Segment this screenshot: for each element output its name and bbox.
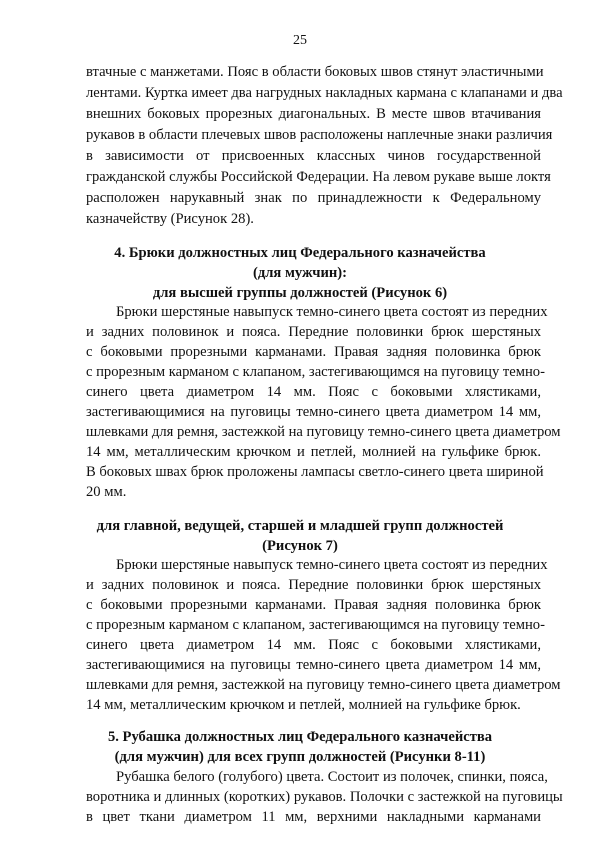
paragraph-line: синего цвета диаметром 14 мм. Пояс с боковыми хлястиками, (86, 637, 541, 653)
section-heading-line: 5. Рубашка должностных лиц Федерального казначейства (107, 729, 493, 745)
paragraph-line: внешних боковых прорезных диагональных. В месте швов втачивания (86, 106, 541, 122)
section-heading-line: для главной, ведущей, старшей и младшей групп должностей (96, 518, 504, 534)
paragraph-line: лентами. Куртка имеет два нагрудных накладных кармана с клапанами и два (86, 85, 563, 101)
paragraph-line: 14 мм, металлическим крючком и петлей, молнией на гульфике брюк. (86, 444, 541, 460)
section-heading-line: (для мужчин): (252, 265, 347, 281)
paragraph-line: казначейству (Рисунок 28). (86, 211, 254, 227)
paragraph-line: с прорезным карманом с клапаном, застегивающимся на пуговицу темно- (86, 617, 545, 633)
paragraph-line: застегивающимися на пуговицы темно-синего цвета диаметром 14 мм, (86, 404, 541, 420)
page-number: 25 (293, 33, 307, 48)
section-heading-line: 4. Брюки должностных лиц Федерального казначейства (114, 245, 486, 261)
paragraph-line: застегивающимися на пуговицы темно-синего цвета диаметром 14 мм, (86, 657, 541, 673)
section-heading-line: (Рисунок 7) (262, 538, 338, 554)
paragraph-line: с боковыми прорезными карманами. Правая задняя половинка брюк (86, 344, 541, 360)
paragraph-line: с прорезным карманом с клапаном, застегивающимся на пуговицу темно- (86, 364, 545, 380)
paragraph-line: и задних половинок и пояса. Передние половинки брюк шерстяных (86, 324, 541, 340)
paragraph-line: в зависимости от присвоенных классных чинов государственной (86, 148, 541, 164)
paragraph-line: рукавов в области плечевых швов расположены наплечные знаки различия (86, 127, 553, 143)
paragraph-line: В боковых швах брюк проложены лампасы светло-синего цвета шириной (86, 464, 544, 480)
paragraph-line: Брюки шерстяные навыпуск темно-синего цвета состоят из передних (116, 304, 548, 320)
paragraph-line: втачные с манжетами. Пояс в области боковых швов стянут эластичными (86, 64, 544, 80)
section-heading-line: для высшей группы должностей (Рисунок 6) (152, 285, 448, 301)
paragraph-line: 20 мм. (86, 484, 127, 500)
paragraph-line: в цвет ткани диаметром 11 мм, верхними накладными карманами (86, 809, 541, 825)
paragraph-line: шлевками для ремня, застежкой на пуговицу темно-синего цвета диаметром (86, 424, 561, 440)
paragraph-line: расположен нарукавный знак по принадлежности к Федеральному (86, 190, 541, 206)
paragraph-line: Рубашка белого (голубого) цвета. Состоит из полочек, спинки, пояса, (116, 769, 548, 785)
paragraph-line: воротника и длинных (коротких) рукавов. Полочки с застежкой на пуговицы (86, 789, 563, 805)
paragraph-line: с боковыми прорезными карманами. Правая задняя половинка брюк (86, 597, 541, 613)
paragraph-line: 14 мм, металлическим крючком и петлей, молнией на гульфике брюк. (86, 697, 521, 713)
section-heading-line: (для мужчин) для всех групп должностей (Рисунки 8-11) (114, 749, 486, 765)
paragraph-line: гражданской службы Российской Федерации. На левом рукаве выше локтя (86, 169, 551, 185)
paragraph-line: и задних половинок и пояса. Передние половинки брюк шерстяных (86, 577, 541, 593)
paragraph-line: шлевками для ремня, застежкой на пуговицу темно-синего цвета диаметром (86, 677, 561, 693)
paragraph-line: Брюки шерстяные навыпуск темно-синего цвета состоят из передних (116, 557, 548, 573)
paragraph-line: синего цвета диаметром 14 мм. Пояс с боковыми хлястиками, (86, 384, 541, 400)
